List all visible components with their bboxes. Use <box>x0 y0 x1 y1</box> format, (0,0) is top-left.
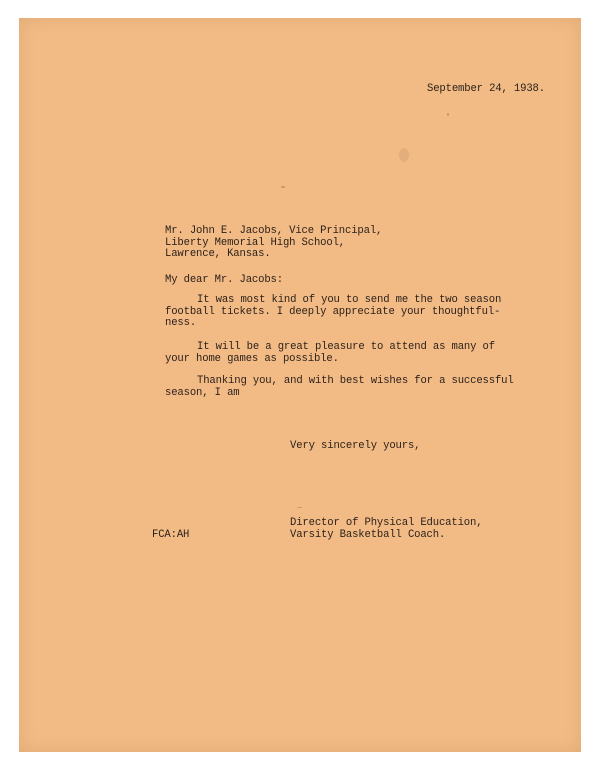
closing: Very sincerely yours, <box>290 440 421 452</box>
paragraph-line: your home games as possible. <box>165 352 339 365</box>
signature-title: Varsity Basketball Coach. <box>290 528 446 541</box>
signature-title: Director of Physical Education, <box>290 517 483 529</box>
paragraph-attend <box>165 342 505 365</box>
recipient-address <box>165 226 382 261</box>
paragraph-line: It will be a great pleasure to attend as many of <box>197 341 495 353</box>
address-line: Lawrence, Kansas. <box>165 248 271 260</box>
paper-stain <box>399 148 409 162</box>
salutation: My dear Mr. Jacobs: <box>165 274 283 286</box>
paragraph-line: ness. <box>165 317 197 329</box>
letter-date: September 24, 1938. <box>427 83 545 95</box>
paragraph-thanks <box>165 295 505 330</box>
paper-speck <box>447 113 449 116</box>
typist-initials: FCA:AH <box>152 529 190 541</box>
letter-page <box>19 18 581 752</box>
paragraph-line: football tickets. I deeply appreciate your thoughtful- <box>165 305 501 318</box>
paper-speck <box>297 507 302 508</box>
paragraph-line: season, I am <box>165 386 240 399</box>
paragraph-wishes <box>165 375 514 399</box>
paragraph-line: Thanking you, and with best wishes for a successful <box>197 375 514 387</box>
address-line: Mr. John E. Jacobs, Vice Principal, <box>165 225 383 237</box>
address-line: Liberty Memorial High School, <box>165 236 346 249</box>
paper-speck <box>281 186 285 188</box>
paragraph-line: It was most kind of you to send me the two season <box>197 294 502 306</box>
signature-block <box>290 518 482 541</box>
